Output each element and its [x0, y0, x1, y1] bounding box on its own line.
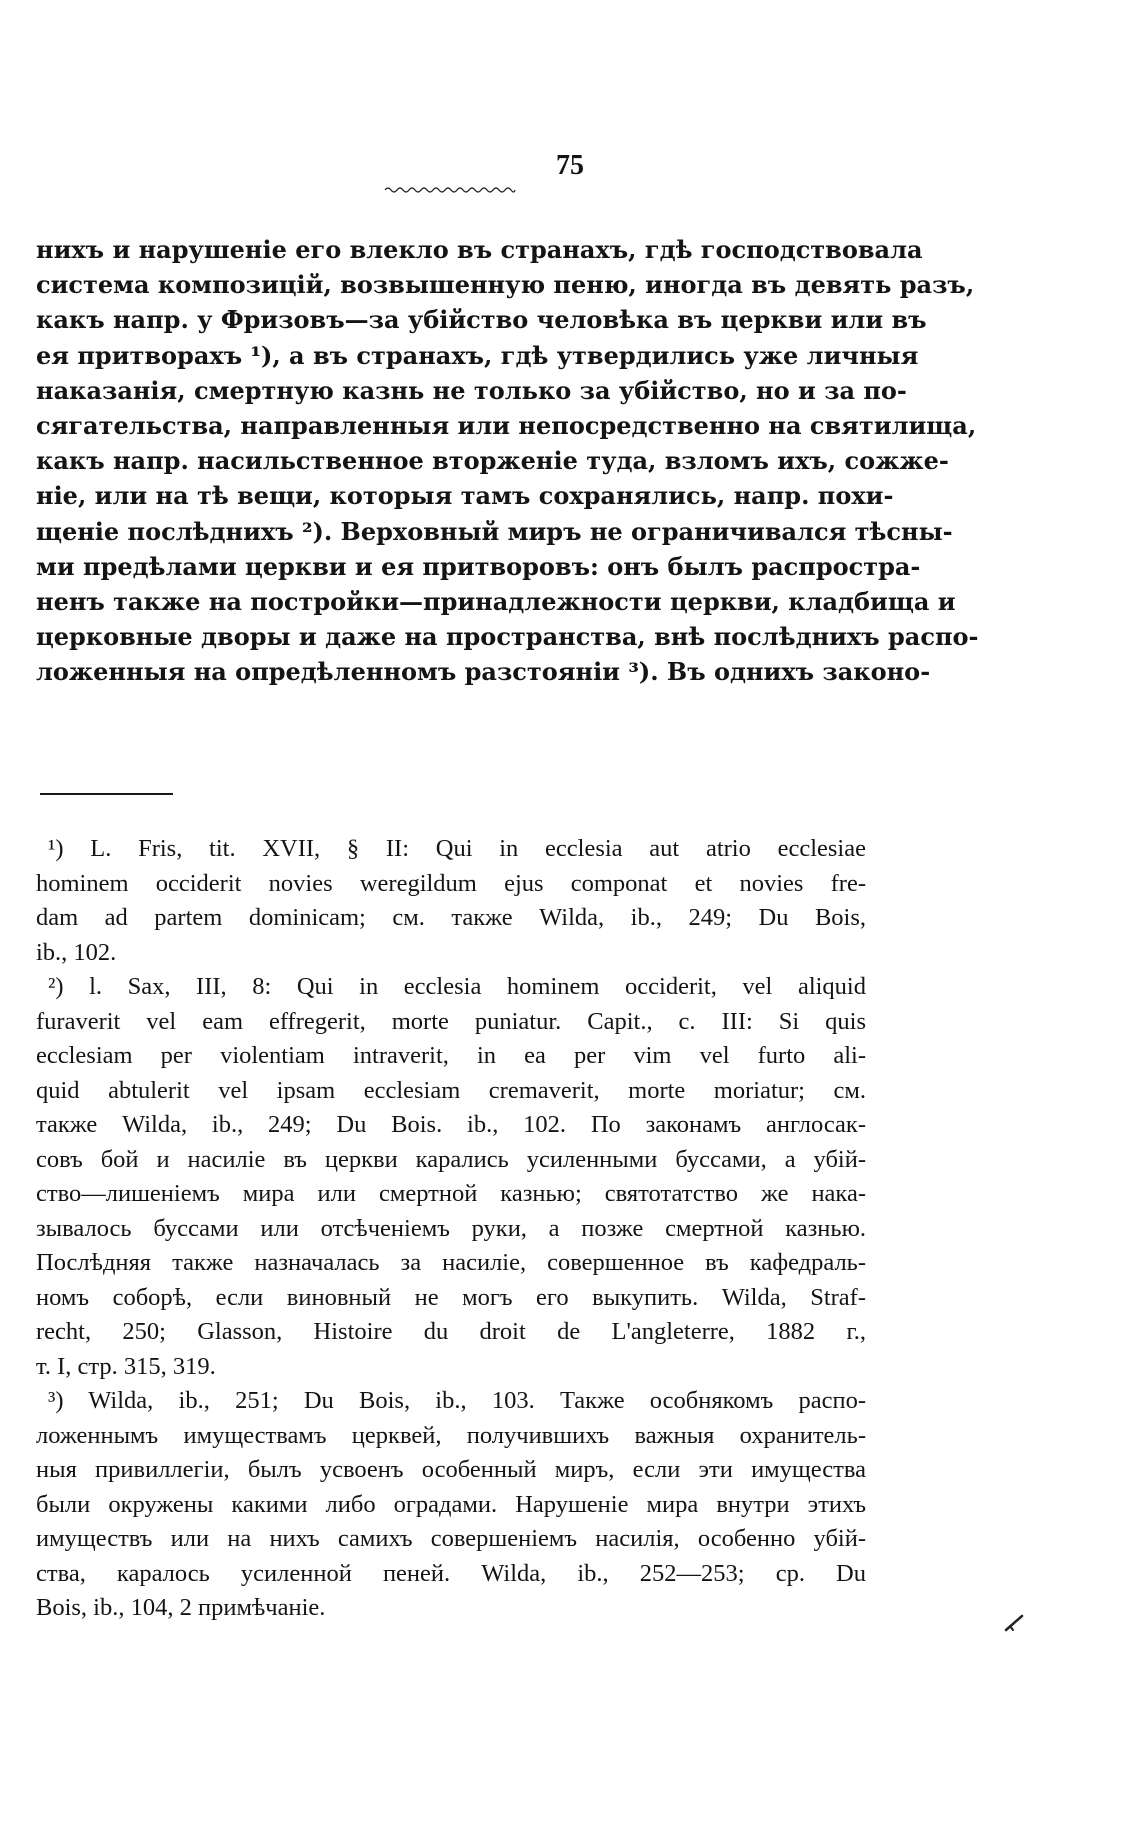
footnote-line: ³) Wilda, ib., 251; Du Bois, ib., 103. Также особнякомъ распо-	[48, 1387, 866, 1414]
footnote-line: совъ бой и насиліе въ церкви карались усиленными буссами, а убій-	[36, 1145, 866, 1173]
footnote-separator	[40, 793, 173, 795]
footnote-line: Послѣдняя также назначалась за насиліе, совершенное въ кафедраль-	[36, 1249, 866, 1276]
footnote-line: dam ad partem dominicam; см. также Wilda, ib., 249; Du Bois,	[36, 904, 866, 931]
text-line: ніе, или на тѣ вещи, которыя тамъ сохранялись, напр. похи-	[36, 481, 894, 511]
text-line: ложенныя на опредѣленномъ разстояніи ³). Въ однихъ законо-	[36, 657, 931, 687]
footnote-line: зывалось буссами или отсѣченіемъ руки, а позже смертной казнью.	[36, 1214, 866, 1242]
footnote-line: ныя привиллегіи, былъ усвоенъ особенный миръ, если эти имущества	[36, 1456, 866, 1483]
footnote-line: hominem occiderit novies weregildum ejus componat et novies fre-	[36, 869, 866, 897]
text-line: ея притворахъ ¹), а въ странахъ, гдѣ утвердились уже личныя	[36, 340, 919, 370]
footnote-line: ства, каралось усиленной пеней. Wilda, ib., 252—253; ср. Du	[36, 1559, 866, 1587]
footnote-line: ecclesiam per violentiam intraverit, in ea per vim vel furto ali-	[36, 1042, 866, 1069]
footnote-line: ство—лишеніемъ мира или смертной казнью; святотатство же нака-	[36, 1180, 866, 1207]
ink-mark	[1004, 1612, 1026, 1634]
footnotes-block	[36, 832, 866, 1626]
text-line: ненъ также на постройки—принадлежности церкви, кладбища и	[36, 586, 956, 616]
footnote-line: были окружены какими либо оградами. Нарушеніе мира внутри этихъ	[36, 1490, 866, 1518]
footnote-line: ib., 102.	[36, 938, 117, 966]
footnote-line: ложеннымъ имуществамъ церквей, получившихъ важныя охранитель-	[36, 1421, 866, 1449]
text-line: сягательства, направленныя или непосредственно на святилища,	[36, 410, 977, 440]
text-line: наказанія, смертную казнь не только за убійство, но и за по-	[36, 375, 907, 405]
text-line: нихъ и нарушеніе его влекло въ странахъ, гдѣ господствовала	[36, 235, 923, 264]
wavy-rule-ornament	[385, 186, 515, 194]
text-line: щеніе послѣднихъ ²). Верховный миръ не ограничивался тѣсны-	[36, 516, 953, 546]
footnote-line: furaverit vel eam effregerit, morte puniatur. Capit., c. III: Si quis	[36, 1007, 866, 1035]
main-text-body	[36, 232, 979, 689]
text-line: ми предѣлами церкви и ея притворовъ: онъ былъ распростра-	[36, 551, 921, 581]
text-line: церковные дворы и даже на пространства, внѣ послѣднихъ распо-	[36, 622, 979, 652]
footnote-line: имуществъ или на нихъ самихъ совершеніемъ насилія, особенно убій-	[36, 1525, 866, 1552]
footnote-line: Bois, ib., 104, 2 примѣчаніе.	[36, 1594, 326, 1621]
text-line: система композицій, возвышенную пеню, иногда въ девять разъ,	[36, 270, 975, 300]
footnote-line: recht, 250; Glasson, Histoire du droit de L'angleterre, 1882 г.,	[36, 1318, 866, 1345]
footnote-line: также Wilda, ib., 249; Du Bois. ib., 102. По законамъ англосак-	[36, 1111, 866, 1138]
footnote-line: ¹) L. Fris, tit. XVII, § II: Qui in ecclesia aut atrio ecclesiae	[48, 835, 866, 862]
footnote-line: номъ соборѣ, если виновный не могъ его выкупить. Wilda, Straf-	[36, 1283, 866, 1311]
text-line: какъ напр. насильственное вторженіе туда, взломъ ихъ, сожже-	[36, 446, 949, 476]
footnote-line: ²) l. Sax, III, 8: Qui in ecclesia hominem occiderit, vel aliquid	[48, 973, 866, 1000]
page-number: 75	[556, 150, 584, 181]
text-line: какъ напр. у Фризовъ—за убійство человѣка въ церкви или въ	[36, 305, 927, 335]
footnote-line: т. I, стр. 315, 319.	[36, 1352, 216, 1380]
footnote-line: quid abtulerit vel ipsam ecclesiam cremaverit, morte moriatur; см.	[36, 1076, 866, 1104]
